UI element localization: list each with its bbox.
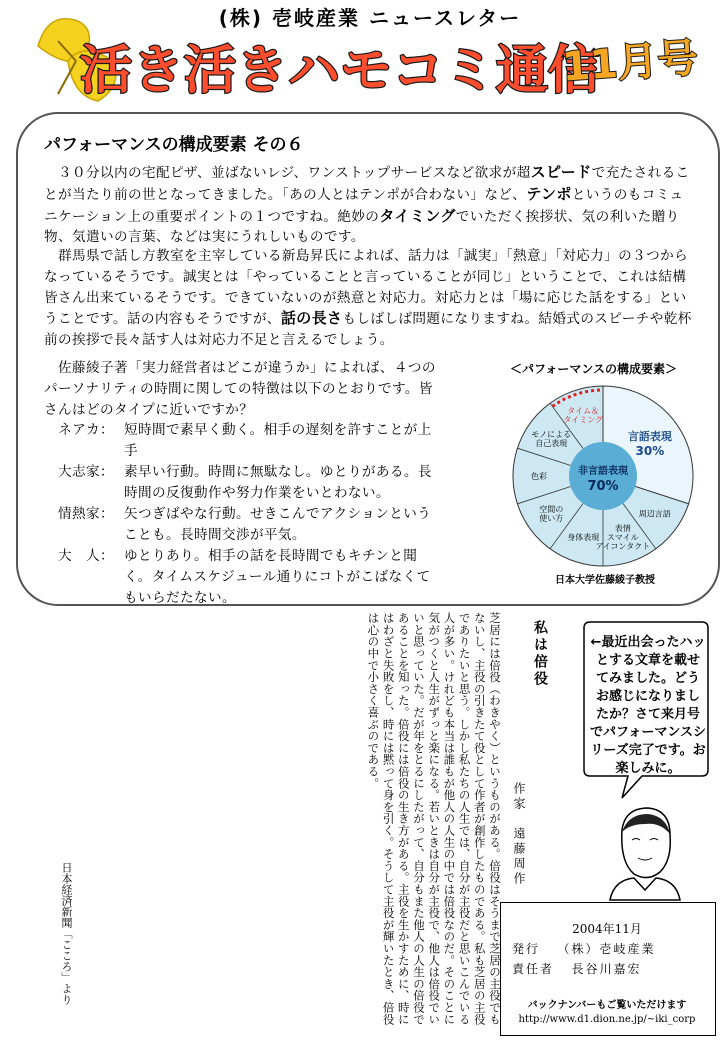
author-portrait-icon bbox=[600, 800, 690, 900]
chart-title: ＜パフォーマンスの構成要素＞ bbox=[510, 362, 678, 376]
website-link[interactable]: http://www.d1.dion.ne.jp/~iki_corp bbox=[518, 1014, 696, 1025]
bubble-text: ←最近出会ったハッとする文章を載せてみました。どうお感じになりましたか？さて来月号でパフォーマンスシリーズ完了です。お楽しみに。 bbox=[590, 635, 706, 776]
essay-author: 作家 遠藤周作 bbox=[512, 782, 526, 887]
type-desc-neaka: 短時間で素早く動く。相手の遅刻を許すことが上手 bbox=[124, 422, 432, 459]
pie-value-nonverbal: 70% bbox=[587, 479, 619, 494]
essay-body: 芝居には倍役（わきやく）というものがある。倍役はそうまで芝居の主役でもないし、主役の引きたて役として作者が創作したものである。私も芝居の主役でありたいと思う。しかし私たちの人生では、自分が主役だと思いこんでいる人が多い。けれども本当は誰もが他人の人生の中では倍役なのだ。そのことに気がつくと人生がずっと楽になる。若いときは自分が主役で、他人は倍役でいいと思っていた。だが年をとるにしたがって、自分もまた他人の人生の倍役であることを知った。倍役には倍役の生き方がある。主役を生かすために、時にはわざと失敗をし、時には黙って身を引く。そうして主役が輝いたとき、倍役は心の中で小さく喜ぶのである。 bbox=[366, 612, 502, 1025]
paragraph-1: ３０分以内の宅配ピザ、並ばないレジ、ワンストップサービスなど欲求が超スピードで充たされることが当たり前の世となってきました。「あの人とはテンポが合わない」など、テンポというのもコミュニケーション上の重要ポイントの１つですね。絶妙のタイミングでいただく挨拶状、気の利いた贈り物、気遣いの言葉、などは実にうれしいものです。 bbox=[44, 163, 690, 246]
issue-date: 2004年11月 bbox=[572, 922, 642, 936]
essay-area bbox=[40, 612, 550, 1032]
publisher-name: （株）壱岐産業 bbox=[557, 942, 656, 956]
backnumber-note: バックナンバーもご覧いただけます bbox=[527, 1000, 687, 1011]
manager-label: 責任者 bbox=[512, 962, 555, 976]
month-badge bbox=[560, 24, 700, 94]
publisher-label: 発行 bbox=[512, 942, 541, 956]
pie-value-verbal: 30% bbox=[635, 443, 665, 458]
pie-item-label: 周辺言語 bbox=[638, 509, 671, 519]
pie-item-label: 色彩 bbox=[531, 472, 547, 481]
manager bbox=[512, 960, 641, 977]
paragraph-2: 群馬県で話し方教室を主宰している新島昇氏によれば、話力は「誠実」「熱意」「対応力」の３つからなっているそうです。誠実とは「やっていることと言っていることが同じ」ということで、これは結構皆さん出来ているそうです。できていないのが熱意と対応力。対応力とは「場に応じた話をする」ということです。話の内容もそうですが、話の長さもしばしば問題になりますね。結婚式のスピーチや乾杯前の挨拶で長々話す人は対応力不足と言えるでしょう。 bbox=[44, 248, 692, 349]
pie-label-nonverbal: 非言語表現 bbox=[578, 466, 628, 477]
paragraph-3: 佐藤綾子著「実力経営者はどこが違うか」によれば、４つのパーソナリティの時間に関しての特徴は以下のとおりです。皆さんはどのタイプに近いですか？ bbox=[44, 360, 436, 418]
type-desc-taishika: 素早い行動。時間に無駄なし。ゆとりがある。長時間の反復動作や努力作業をいとわない。 bbox=[124, 464, 432, 501]
type-desc-jonetsuka: 矢つぎばやな行動。せきこんでアクションということも。長時間交渉が平気。 bbox=[124, 506, 432, 543]
section-title: パフォーマンスの構成要素 その６ bbox=[44, 135, 304, 155]
essay-title: 私は倍役 bbox=[532, 620, 548, 688]
performance-pie-chart bbox=[505, 378, 705, 588]
essay-source: 日本経済新聞「こころ」より bbox=[60, 862, 73, 1005]
type-name-jonetsuka: 情熱家： bbox=[58, 506, 114, 522]
manager-name: 長谷川嘉宏 bbox=[571, 962, 642, 976]
pie-item-label: 空間の使い方 bbox=[539, 505, 564, 524]
type-name-neaka: ネアカ： bbox=[58, 422, 114, 438]
company-name: (株) 壱岐産業 ニュースレター bbox=[218, 6, 522, 30]
pie-item-label: 表情スマイルアイコンタクト bbox=[595, 523, 651, 551]
type-name-taishika: 大志家： bbox=[58, 464, 114, 480]
pie-item-label: モノによる自己表現 bbox=[531, 429, 572, 448]
month-text: 11月号 bbox=[560, 35, 700, 91]
pie-item-label: タイム＆タイミング bbox=[563, 406, 604, 425]
chart-source: 日本大学佐藤綾子教授 bbox=[555, 575, 655, 586]
pie-label-verbal: 言語表現 bbox=[627, 429, 672, 443]
pie-item-label: 身体表現 bbox=[567, 532, 600, 542]
title-text: 活き活きハモコミ通信 bbox=[79, 41, 601, 101]
type-desc-otona: ゆとりあり。相手の話を長時間でもキチンと聞く。タイムスケジュール通りにコトがこばなくてもいらだたない。 bbox=[124, 548, 431, 606]
newsletter-title bbox=[79, 26, 601, 104]
publisher bbox=[512, 940, 655, 957]
type-name-otona: 大 人： bbox=[58, 548, 114, 564]
